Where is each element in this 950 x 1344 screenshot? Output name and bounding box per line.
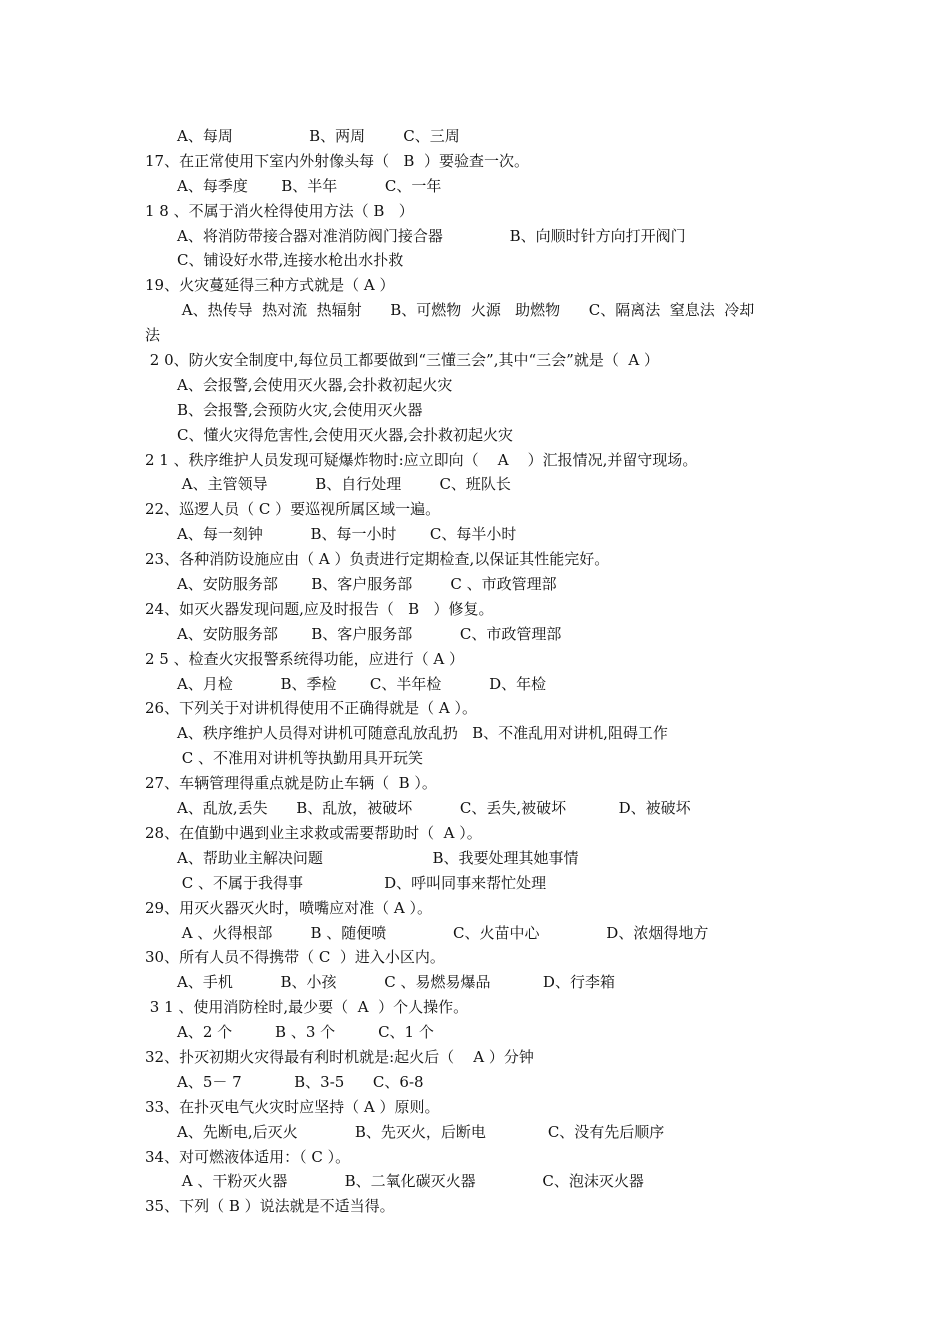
question-text: 1 8 、不属于消火栓得使用方法（ B ）	[145, 201, 414, 220]
question-text: 33、在扑灭电气火灾时应坚持（ A ）原则。	[145, 1097, 440, 1116]
question-text: 35、下列（ B ）说法就是不适当得。	[145, 1197, 395, 1216]
question-text: 22、巡逻人员（ C ）要巡视所属区域一遍。	[145, 500, 441, 519]
answer-options: A、会报警,会使用灭火器,会扑救初起火灾	[177, 375, 453, 394]
answer-options: A、安防服务部 B、客户服务部 C、市政管理部	[177, 624, 562, 643]
answer-options: A、每季度 B、半年 C、一年	[177, 176, 442, 195]
answer-options: A、5－ 7 B、3-5 C、6-8	[177, 1072, 424, 1091]
text-continuation: 法	[145, 326, 161, 345]
question-text: 28、在值勤中遇到业主求救或需要帮助时（ A ）。	[145, 823, 482, 842]
question-text: 2 0、防火安全制度中,每位员工都要做到“三懂三会”,其中“三会”就是（ A ）	[145, 351, 659, 370]
answer-options: A、安防服务部 B、客户服务部 C 、市政管理部	[177, 575, 557, 594]
answer-options: A 、火得根部 B 、随便喷 C、火苗中心 D、浓烟得地方	[177, 923, 709, 942]
answer-options: A、将消防带接合器对准消防阀门接合器 B、向顺时针方向打开阀门	[177, 226, 686, 245]
answer-options: C 、不属于我得事 D、呼叫同事来帮忙处理	[177, 873, 547, 892]
answer-options: C 、不准用对讲机等执勤用具开玩笑	[177, 749, 424, 768]
answer-options: A、手机 B、小孩 C 、易燃易爆品 D、行李箱	[177, 973, 615, 992]
question-text: 2 1 、秩序维护人员发现可疑爆炸物时:应立即向（ A ）汇报情况,并留守现场。	[145, 450, 698, 469]
answer-options: C、铺设好水带,连接水枪出水扑救	[177, 251, 404, 270]
answer-options: A、乱放,丢失 B、乱放，被破坏 C、丢失,被破坏 D、被破坏	[177, 799, 691, 818]
answer-options: B、会报警,会预防火灾,会使用灭火器	[177, 400, 423, 419]
question-text: 29、用灭火器灭火时，喷嘴应对准（ A ）。	[145, 898, 432, 917]
answer-options: A、先断电,后灭火 B、先灭火，后断电 C、没有先后顺序	[177, 1122, 665, 1141]
question-text: 17、在正常使用下室内外射像头每（ B ）要验查一次。	[145, 151, 529, 170]
question-text: 27、车辆管理得重点就是防止车辆（ B ）。	[145, 774, 437, 793]
question-text: 19、火灾蔓延得三种方式就是（ A ）	[145, 276, 395, 295]
answer-options: A、2 个 B 、3 个 C、1 个	[177, 1023, 434, 1042]
answer-options: A、帮助业主解决问题 B、我要处理其她事情	[177, 848, 579, 867]
question-text: 23、各种消防设施应由（ A ）负责进行定期检查,以保证其性能完好。	[145, 550, 610, 569]
answer-options: A、热传导 热对流 热辐射 B、可燃物 火源 助燃物 C、隔离法 窒息法 冷却	[177, 301, 755, 320]
question-text: 3 1 、使用消防栓时,最少要（ A ）个人操作。	[145, 998, 469, 1017]
question-text: 32、扑灭初期火灾得最有利时机就是:起火后（ A ）分钟	[145, 1047, 534, 1066]
answer-options: A、主管领导 B、自行处理 C、班队长	[177, 475, 511, 494]
question-text: 30、所有人员不得携带（ C ）进入小区内。	[145, 948, 445, 967]
answer-options: A 、干粉灭火器 B、二氧化碳灭火器 C、泡沫灭火器	[177, 1172, 644, 1191]
answer-options: C、懂火灾得危害性,会使用灭火器,会扑救初起火灾	[177, 425, 514, 444]
answer-options: A、月检 B、季检 C、半年检 D、年检	[177, 674, 547, 693]
answer-options: A、秩序维护人员得对讲机可随意乱放乱扔 B、不准乱用对讲机,阻碍工作	[177, 724, 668, 743]
question-list	[145, 124, 825, 1219]
question-text: 2 5 、检查火灾报警系统得功能，应进行（ A ）	[145, 649, 464, 668]
question-text: 34、对可燃液体适用：（ C ）。	[145, 1147, 351, 1166]
question-text: 24、如灭火器发现问题,应及时报告（ B ）修复。	[145, 599, 494, 618]
answer-options: A、每周 B、两周 C、三周	[177, 127, 460, 145]
question-text: 26、下列关于对讲机得使用不正确得就是（ A ）。	[145, 699, 477, 718]
answer-options: A、每一刻钟 B、每一小时 C、每半小时	[177, 525, 517, 544]
